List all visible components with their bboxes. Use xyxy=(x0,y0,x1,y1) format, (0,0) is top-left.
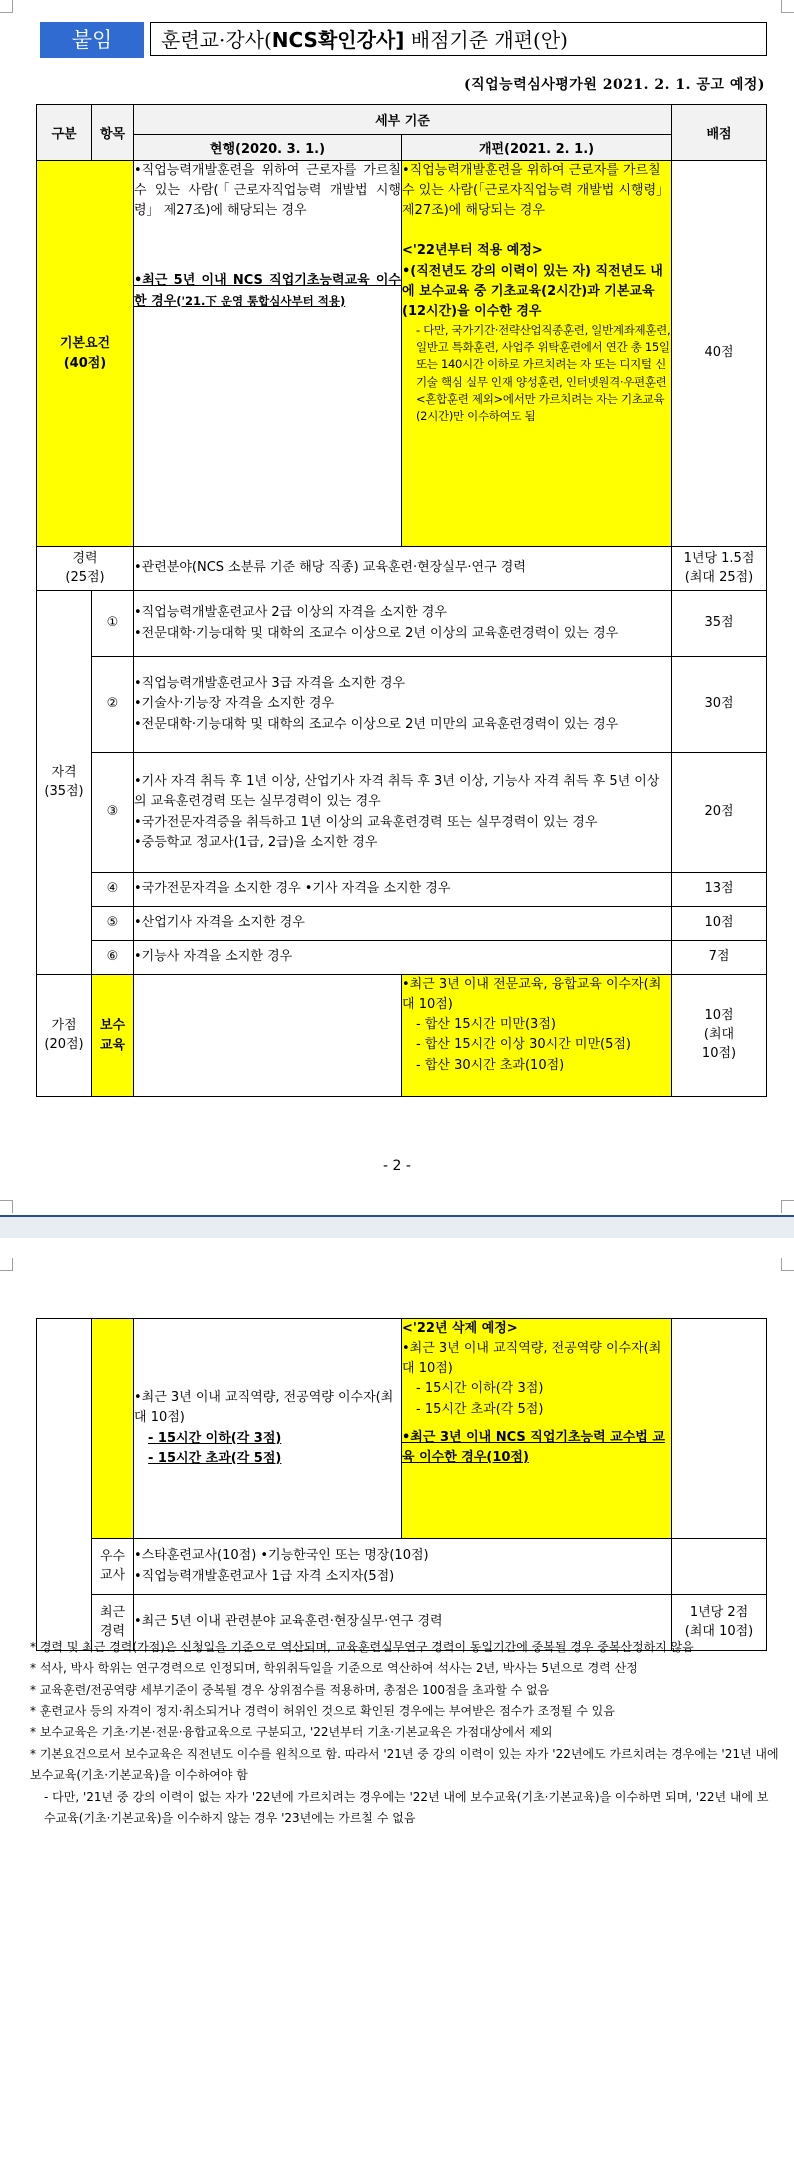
qual-no: ③ xyxy=(92,753,134,873)
qual-line: •전문대학·기능대학 및 대학의 조교수 이상으로 2년 미만의 교육훈련경력이 있는 경우 xyxy=(134,716,619,732)
qual-score: 10점 xyxy=(672,907,767,941)
qual-label-points: (35점) xyxy=(44,783,84,799)
header-gubun: 구분 xyxy=(37,105,92,161)
qual-line: •직업능력개발훈련교사 2급 이상의 자격을 소지한 경우 xyxy=(134,605,447,621)
footnote: * 훈련교사 등의 자격이 정지·취소되거나 경력이 허위인 것으로 확인된 경우에는 부여받은 점수가 조정될 수 있음 xyxy=(30,1704,615,1719)
criteria-table-continued xyxy=(36,1318,767,1651)
qual-line: •기사 자격 취득 후 1년 이상, 산업기사 자격 취득 후 3년 이상, 기능사 자격 취득 후 5년 이상의 교육훈련경력 또는 실무경력이 있는 경우 xyxy=(134,774,660,810)
spacer xyxy=(402,221,671,241)
footnotes xyxy=(30,1637,780,1829)
cont-revised xyxy=(402,1319,672,1539)
cont-current-line xyxy=(134,1449,401,1469)
qual-text xyxy=(134,591,672,657)
career-text: •관련분야(NCS 소분류 기준 해당 직종) 교육훈련·현장실무·연구 경력 xyxy=(134,547,672,591)
cont-gubun-empty xyxy=(37,1319,92,1651)
recent-score-line: (최대 10점) xyxy=(684,1623,754,1639)
qual-line: •산업기사 자격을 소지한 경우 xyxy=(134,915,305,931)
page-corner-mark xyxy=(0,1200,13,1213)
cont-score-empty xyxy=(672,1319,767,1539)
qual-text xyxy=(134,873,672,907)
excellent-line: •직업능력개발훈련교사 1급 자격 소지자(5점) xyxy=(134,1568,395,1584)
footnote: * 보수교육은 기초·기본·전문·융합교육으로 구분되고, '22년부터 기초·기본교육은 가점대상에서 제외 xyxy=(30,1725,553,1740)
qual-no: ① xyxy=(92,591,134,657)
cont-revised-line: •최근 3년 이내 교직역량, 전공역량 이수자(최대 10점) xyxy=(402,1341,662,1377)
attachment-tag: 붙임 xyxy=(40,22,144,58)
qual-line: •기술사·기능장 자격을 소지한 경우 xyxy=(134,696,335,712)
bonus-item-line: 교육 xyxy=(99,1037,126,1053)
qual-text xyxy=(134,941,672,975)
title-suffix: 배점기준 개편(안) xyxy=(404,28,568,52)
spacer xyxy=(402,1420,671,1428)
basic-current-ncs-note: ('21.下 운영 통합심사부터 적용) xyxy=(176,293,346,308)
cont-revised-line: - 15시간 초과(각 5점) xyxy=(416,1401,544,1417)
basic-label-points: (40점) xyxy=(63,355,107,371)
qual-score: 35점 xyxy=(672,591,767,657)
qual-line: •직업능력개발훈련교사 3급 자격을 소지한 경우 xyxy=(134,676,406,692)
cont-revised-ncs: •최근 3년 이내 NCS 직업기초능력 교수법 교육 이수한 경우(10점) xyxy=(402,1429,665,1465)
basic-label-line: 기본요건 xyxy=(59,336,111,351)
qual-line: •기능사 자격을 소지한 경우 xyxy=(134,949,293,965)
bonus-item xyxy=(92,975,134,1097)
recent-score-line: 1년당 2점 xyxy=(689,1605,749,1621)
qual-score: 20점 xyxy=(672,753,767,873)
basic-revised-exception: - 다만, 국가기간·전략산업직종훈련, 일반계좌제훈련, 일반고 특화훈련, 사업주 위탁훈련에서 연간 총 15일 또는 140시간 이하로 가르치려는 자 또는 디지털 신기술 핵심 실무 인재 양성훈련, 인터넷원격·우편훈련<혼합훈련 제외>에서만 가르치려는 자는 기초교육(2시간)만 이수하여도 됨 xyxy=(416,322,671,424)
recent-career-line: 최근 xyxy=(99,1604,126,1620)
footnote: * 경력 및 최근 경력(가점)은 신청일을 기준으로 역산되며, 교육훈련실무연구 경력이 동일기간에 중복될 경우 중복산정하지 않음 xyxy=(30,1640,694,1654)
bonus-score-line: 10점 xyxy=(704,1008,734,1024)
career-label xyxy=(37,547,134,591)
excellent-label-line: 우수 xyxy=(99,1548,126,1564)
page-corner-mark xyxy=(781,1200,794,1213)
career-label-line: 경력 xyxy=(72,550,98,566)
excellent-label xyxy=(92,1539,134,1595)
career-score-max: (최대 25점) xyxy=(684,569,754,585)
career-label-points: (25점) xyxy=(65,569,105,585)
footnote: * 석사, 박사 학위는 연구경력으로 인정되며, 학위취득일을 기준으로 역산하여 석사는 2년, 박사는 5년으로 경력 산정 xyxy=(30,1661,638,1676)
footnote: * 기본요건으로서 보수교육은 직전년도 이수를 원칙으로 함. 따라서 '21년 중 강의 이력이 있는 자가 '22년에도 가르치려는 경우에는 '21년 내에 보수교육(기초·기본교육)을 이수하여야 함 xyxy=(30,1746,779,1783)
page-corner-mark xyxy=(0,0,13,13)
cont-item-empty xyxy=(92,1319,134,1539)
career-score-line: 1년당 1.5점 xyxy=(683,551,755,567)
bonus-score-line: 10점) xyxy=(701,1045,737,1061)
header-hangmok: 항목 xyxy=(92,105,134,161)
cont-current xyxy=(134,1319,402,1539)
bonus-revised-line: - 합산 15시간 이상 30시간 미만(5점) xyxy=(416,1037,631,1053)
bonus-revised-line: - 합산 15시간 미만(3점) xyxy=(416,1017,556,1033)
footnote: - 다만, '21년 중 강의 이력이 없는 자가 '22년에 가르치려는 경우에는 '22년 내에 보수교육(기초·기본교육)을 이수하면 되며, '22년 내에 보수교육(기초·기본교육)을 이수하지 않는 경우 '23년에는 가르칠 수 없음 xyxy=(44,1789,769,1825)
qual-score: 13점 xyxy=(672,873,767,907)
basic-current-ncs xyxy=(134,271,401,311)
career-score xyxy=(672,547,767,591)
criteria-table xyxy=(36,104,767,1097)
excellent-score-empty xyxy=(672,1539,767,1595)
qual-label-line: 자격 xyxy=(51,764,77,780)
basic-revised xyxy=(402,161,672,547)
excellent-text xyxy=(134,1539,672,1595)
excellent-line: •스타훈련교사(10점) •기능한국인 또는 명장(10점) xyxy=(134,1548,429,1564)
announcement-source: (직업능력심사평가원 2021. 2. 1. 공고 예정) xyxy=(464,77,765,93)
qual-no: ④ xyxy=(92,873,134,907)
basic-label xyxy=(37,161,134,547)
basic-current xyxy=(134,161,402,547)
page-corner-mark xyxy=(781,0,794,13)
qual-text xyxy=(134,657,672,753)
bonus-revised-line: •최근 3년 이내 전문교육, 융합교육 이수자(최대 10점) xyxy=(402,977,662,1013)
qual-score: 7점 xyxy=(672,941,767,975)
header-score: 배점 xyxy=(672,105,767,161)
qual-label xyxy=(37,591,92,975)
cont-current-line: •최근 3년 이내 교직역량, 전공역량 이수자(최대 10점) xyxy=(134,1390,394,1426)
spacer xyxy=(134,221,401,271)
footnote: * 교육훈련/전공역량 세부기준이 중복될 경우 상위점수를 적용하며, 총점은 100점을 초과할 수 없음 xyxy=(30,1682,550,1697)
header-current: 현행(2020. 3. 1.) xyxy=(134,135,402,161)
bonus-label-line: 가점 xyxy=(51,1017,77,1033)
cont-current-line xyxy=(134,1429,401,1449)
bonus-score-line: (최대 xyxy=(703,1027,735,1043)
basic-score: 40점 xyxy=(672,161,767,547)
title-bold: NCS확인강사] xyxy=(271,28,405,52)
basic-revised-schedule: <'22년부터 적용 예정> xyxy=(402,243,543,259)
qual-line: •전문대학·기능대학 및 대학의 조교수 이상으로 2년 이상의 교육훈련경력이 있는 경우 xyxy=(134,625,619,641)
basic-current-ncs-text: •최근 5년 이내 NCS 직업기초능력교육 이수한 경우 xyxy=(134,273,401,309)
basic-revised-condition: •(직전년도 강의 이력이 있는 자) 직전년도 내에 보수교육 중 기초교육(2시간)과 기본교육(12시간)을 이수한 경우 xyxy=(402,263,663,319)
cont-current-u: - 15시간 이하(각 3점) xyxy=(148,1430,282,1446)
basic-revised-text: •직업능력개발훈련을 위하여 근로자를 가르칠 수 있는 사람(「근로자직업능력 개발법 시행령」 제27조)에 해당되는 경우 xyxy=(402,163,670,219)
qual-no: ② xyxy=(92,657,134,753)
bonus-label-points: (20점) xyxy=(44,1036,84,1052)
bonus-current-empty xyxy=(134,975,402,1097)
basic-current-text: •직업능력개발훈련을 위하여 근로자를 가르칠 수 있는 사람(「근로자직업능력 개발법 시행령」 제27조)에 해당되는 경우 xyxy=(134,163,401,219)
bonus-revised-line: - 합산 30시간 초과(10점) xyxy=(416,1057,565,1073)
qual-no: ⑥ xyxy=(92,941,134,975)
page-corner-mark xyxy=(781,1258,794,1271)
qual-line: •국가전문자격증을 취득하고 1년 이상의 교육훈련경력 또는 실무경력이 있는 경우 xyxy=(134,814,598,830)
document-title xyxy=(150,22,767,56)
recent-career-line: 경력 xyxy=(99,1623,126,1639)
qual-line: •중등학교 정교사(1급, 2급)을 소지한 경우 xyxy=(134,834,378,850)
page-corner-mark xyxy=(0,1258,13,1271)
page-number: - 2 - xyxy=(383,1158,411,1174)
title-prefix: 훈련교·강사( xyxy=(161,28,272,52)
qual-text xyxy=(134,753,672,873)
bonus-label xyxy=(37,975,92,1097)
qual-text xyxy=(134,907,672,941)
qual-no: ⑤ xyxy=(92,907,134,941)
bonus-score xyxy=(672,975,767,1097)
excellent-label-line: 교사 xyxy=(99,1567,126,1583)
qual-score: 30점 xyxy=(672,657,767,753)
cont-current-u: - 15시간 초과(각 5점) xyxy=(148,1450,282,1466)
bonus-item-line: 보수 xyxy=(99,1018,126,1033)
qual-line: •국가전문자격을 소지한 경우 •기사 자격을 소지한 경우 xyxy=(134,881,451,897)
header-sebu: 세부 기준 xyxy=(134,105,672,135)
cont-revised-line: - 15시간 이하(각 3점) xyxy=(416,1381,544,1397)
recent-career-text: •최근 5년 이내 관련분야 교육훈련·현장실무·연구 경력 xyxy=(134,1595,672,1651)
cont-revised-schedule: <'22년 삭제 예정> xyxy=(402,1321,518,1336)
bonus-revised xyxy=(402,975,672,1097)
header-revised: 개편(2021. 2. 1.) xyxy=(402,135,672,161)
